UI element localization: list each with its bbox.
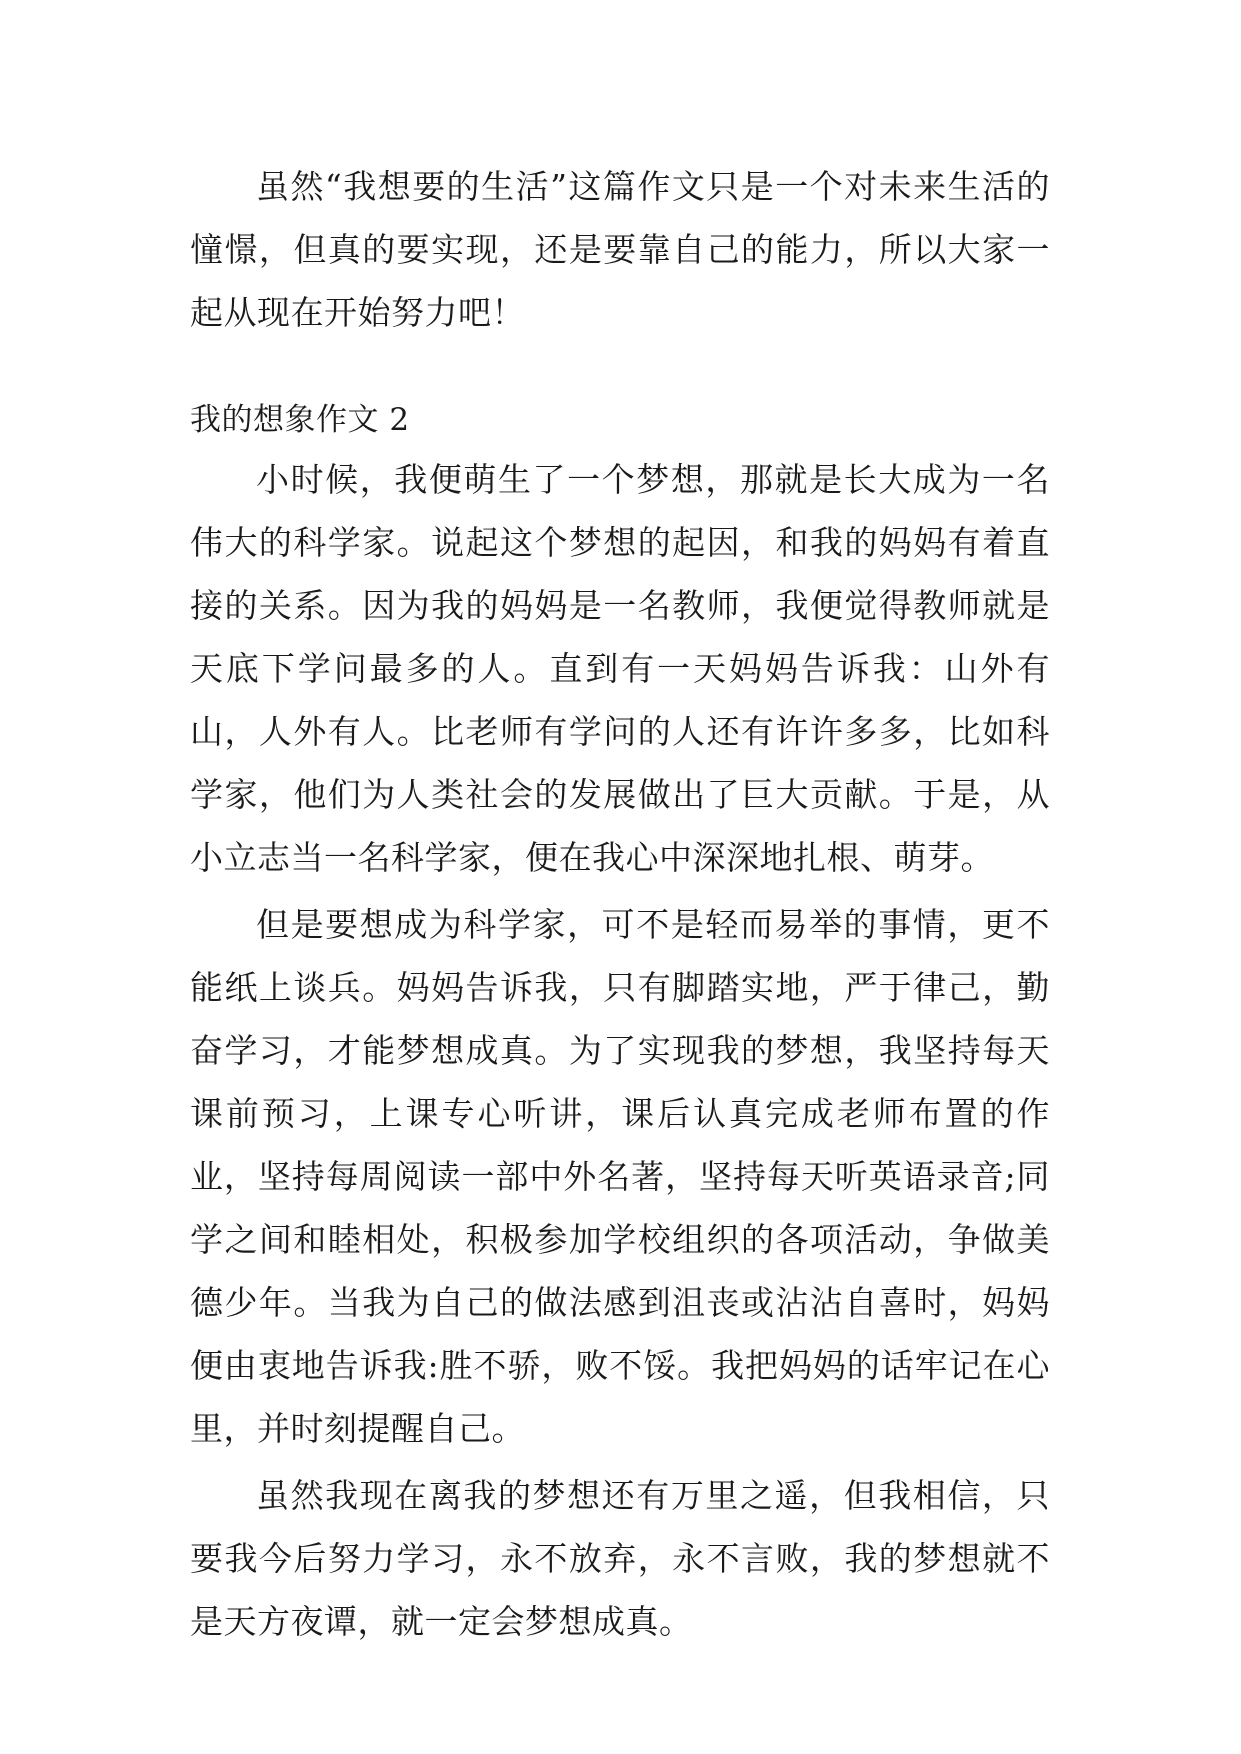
- document-body: [190, 155, 1050, 1653]
- body-paragraph-2: 但是要想成为科学家，可不是轻而易举的事情，更不能纸上谈兵。妈妈告诉我，只有脚踏实地，严于律己，勤奋学习，才能梦想成真。为了实现我的梦想，我坚持每天课前预习，上课专心听讲，课后认真完成老师布置的作业，坚持每周阅读一部中外名著，坚持每天听英语录音;同学之间和睦相处，积极参加学校组织的各项活动，争做美德少年。当我为自己的做法感到沮丧或沾沾自喜时，妈妈便由衷地告诉我:胜不骄，败不馁。我把妈妈的话牢记在心里，并时刻提醒自己。: [190, 905, 1050, 1448]
- body-paragraph-1: 小时候，我便萌生了一个梦想，那就是长大成为一名伟大的科学家。说起这个梦想的起因，和我的妈妈有着直接的关系。因为我的妈妈是一名教师，我便觉得教师就是天底下学问最多的人。直到有一天妈妈告诉我：山外有山，人外有人。比老师有学问的人还有许许多多，比如科学家，他们为人类社会的发展做出了巨大贡献。于是，从小立志当一名科学家，便在我心中深深地扎根、萌芽。: [190, 460, 1050, 877]
- section-title: 我的想象作文 2: [190, 402, 410, 438]
- intro-paragraph: 虽然“我想要的生活”这篇作文只是一个对未来生活的憧憬，但真的要实现，还是要靠自己的能力，所以大家一起从现在开始努力吧！: [190, 167, 1050, 332]
- body-paragraph-3: 虽然我现在离我的梦想还有万里之遥，但我相信，只要我今后努力学习，永不放弃，永不言败，我的梦想就不是天方夜谭，就一定会梦想成真。: [190, 1476, 1050, 1641]
